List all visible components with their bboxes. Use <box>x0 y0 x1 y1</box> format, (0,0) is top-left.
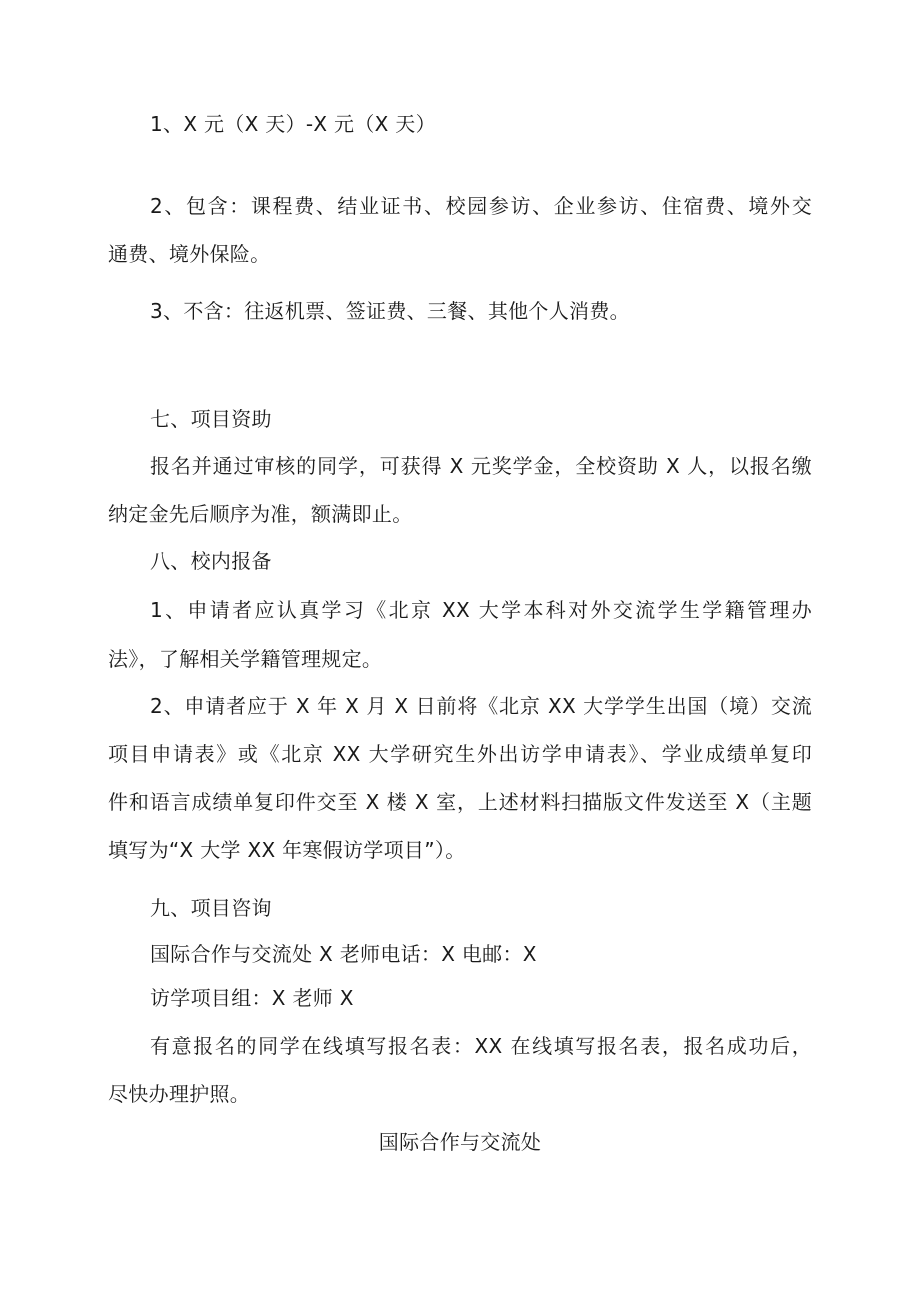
section8-item2-line2: 项目申请表》或《北京 XX 大学研究生外出访学申请表》、学业成绩单复印 <box>108 742 812 766</box>
signup-line1: 有意报名的同学在线填写报名表：XX 在线填写报名表，报名成功后， <box>150 1034 812 1058</box>
contact-project-group: 访学项目组：X 老师 X <box>150 986 354 1010</box>
section7-para-line2: 纳定金先后顺序为准，额满即止。 <box>108 502 413 526</box>
section7-heading: 七、项目资助 <box>150 407 272 431</box>
section8-item1-line1: 1、申请者应认真学习《北京 XX 大学本科对外交流学生学籍管理办 <box>150 598 812 622</box>
section8-item2-line3: 件和语言成绩单复印件交至 X 楼 X 室，上述材料扫描版文件发送至 X（主题 <box>108 790 812 814</box>
section8-item2-line4: 填写为“X 大学 XX 年寒假访学项目”）。 <box>108 838 466 862</box>
section8-heading: 八、校内报备 <box>150 549 272 573</box>
section9-heading: 九、项目咨询 <box>150 896 272 920</box>
section8-item1-line2: 法》，了解相关学籍管理规定。 <box>108 647 383 671</box>
fee-includes-line2: 通费、境外保险。 <box>108 242 271 266</box>
fee-includes-line1: 2、包含：课程费、结业证书、校园参访、企业参访、住宿费、境外交 <box>150 194 812 218</box>
fee-range: 1、X 元（X 天）-X 元（X 天） <box>150 112 436 136</box>
signup-line2: 尽快办理护照。 <box>108 1082 251 1106</box>
section7-para-line1: 报名并通过审核的同学，可获得 X 元奖学金，全校资助 X 人，以报名缴 <box>150 454 812 478</box>
signature: 国际合作与交流处 <box>378 1130 542 1154</box>
section8-item2-line1: 2、申请者应于 X 年 X 月 X 日前将《北京 XX 大学学生出国（境）交流 <box>150 694 812 718</box>
contact-office: 国际合作与交流处 X 老师电话：X 电邮：X <box>150 942 537 966</box>
fee-excludes: 3、不含：往返机票、签证费、三餐、其他个人消费。 <box>150 299 630 323</box>
